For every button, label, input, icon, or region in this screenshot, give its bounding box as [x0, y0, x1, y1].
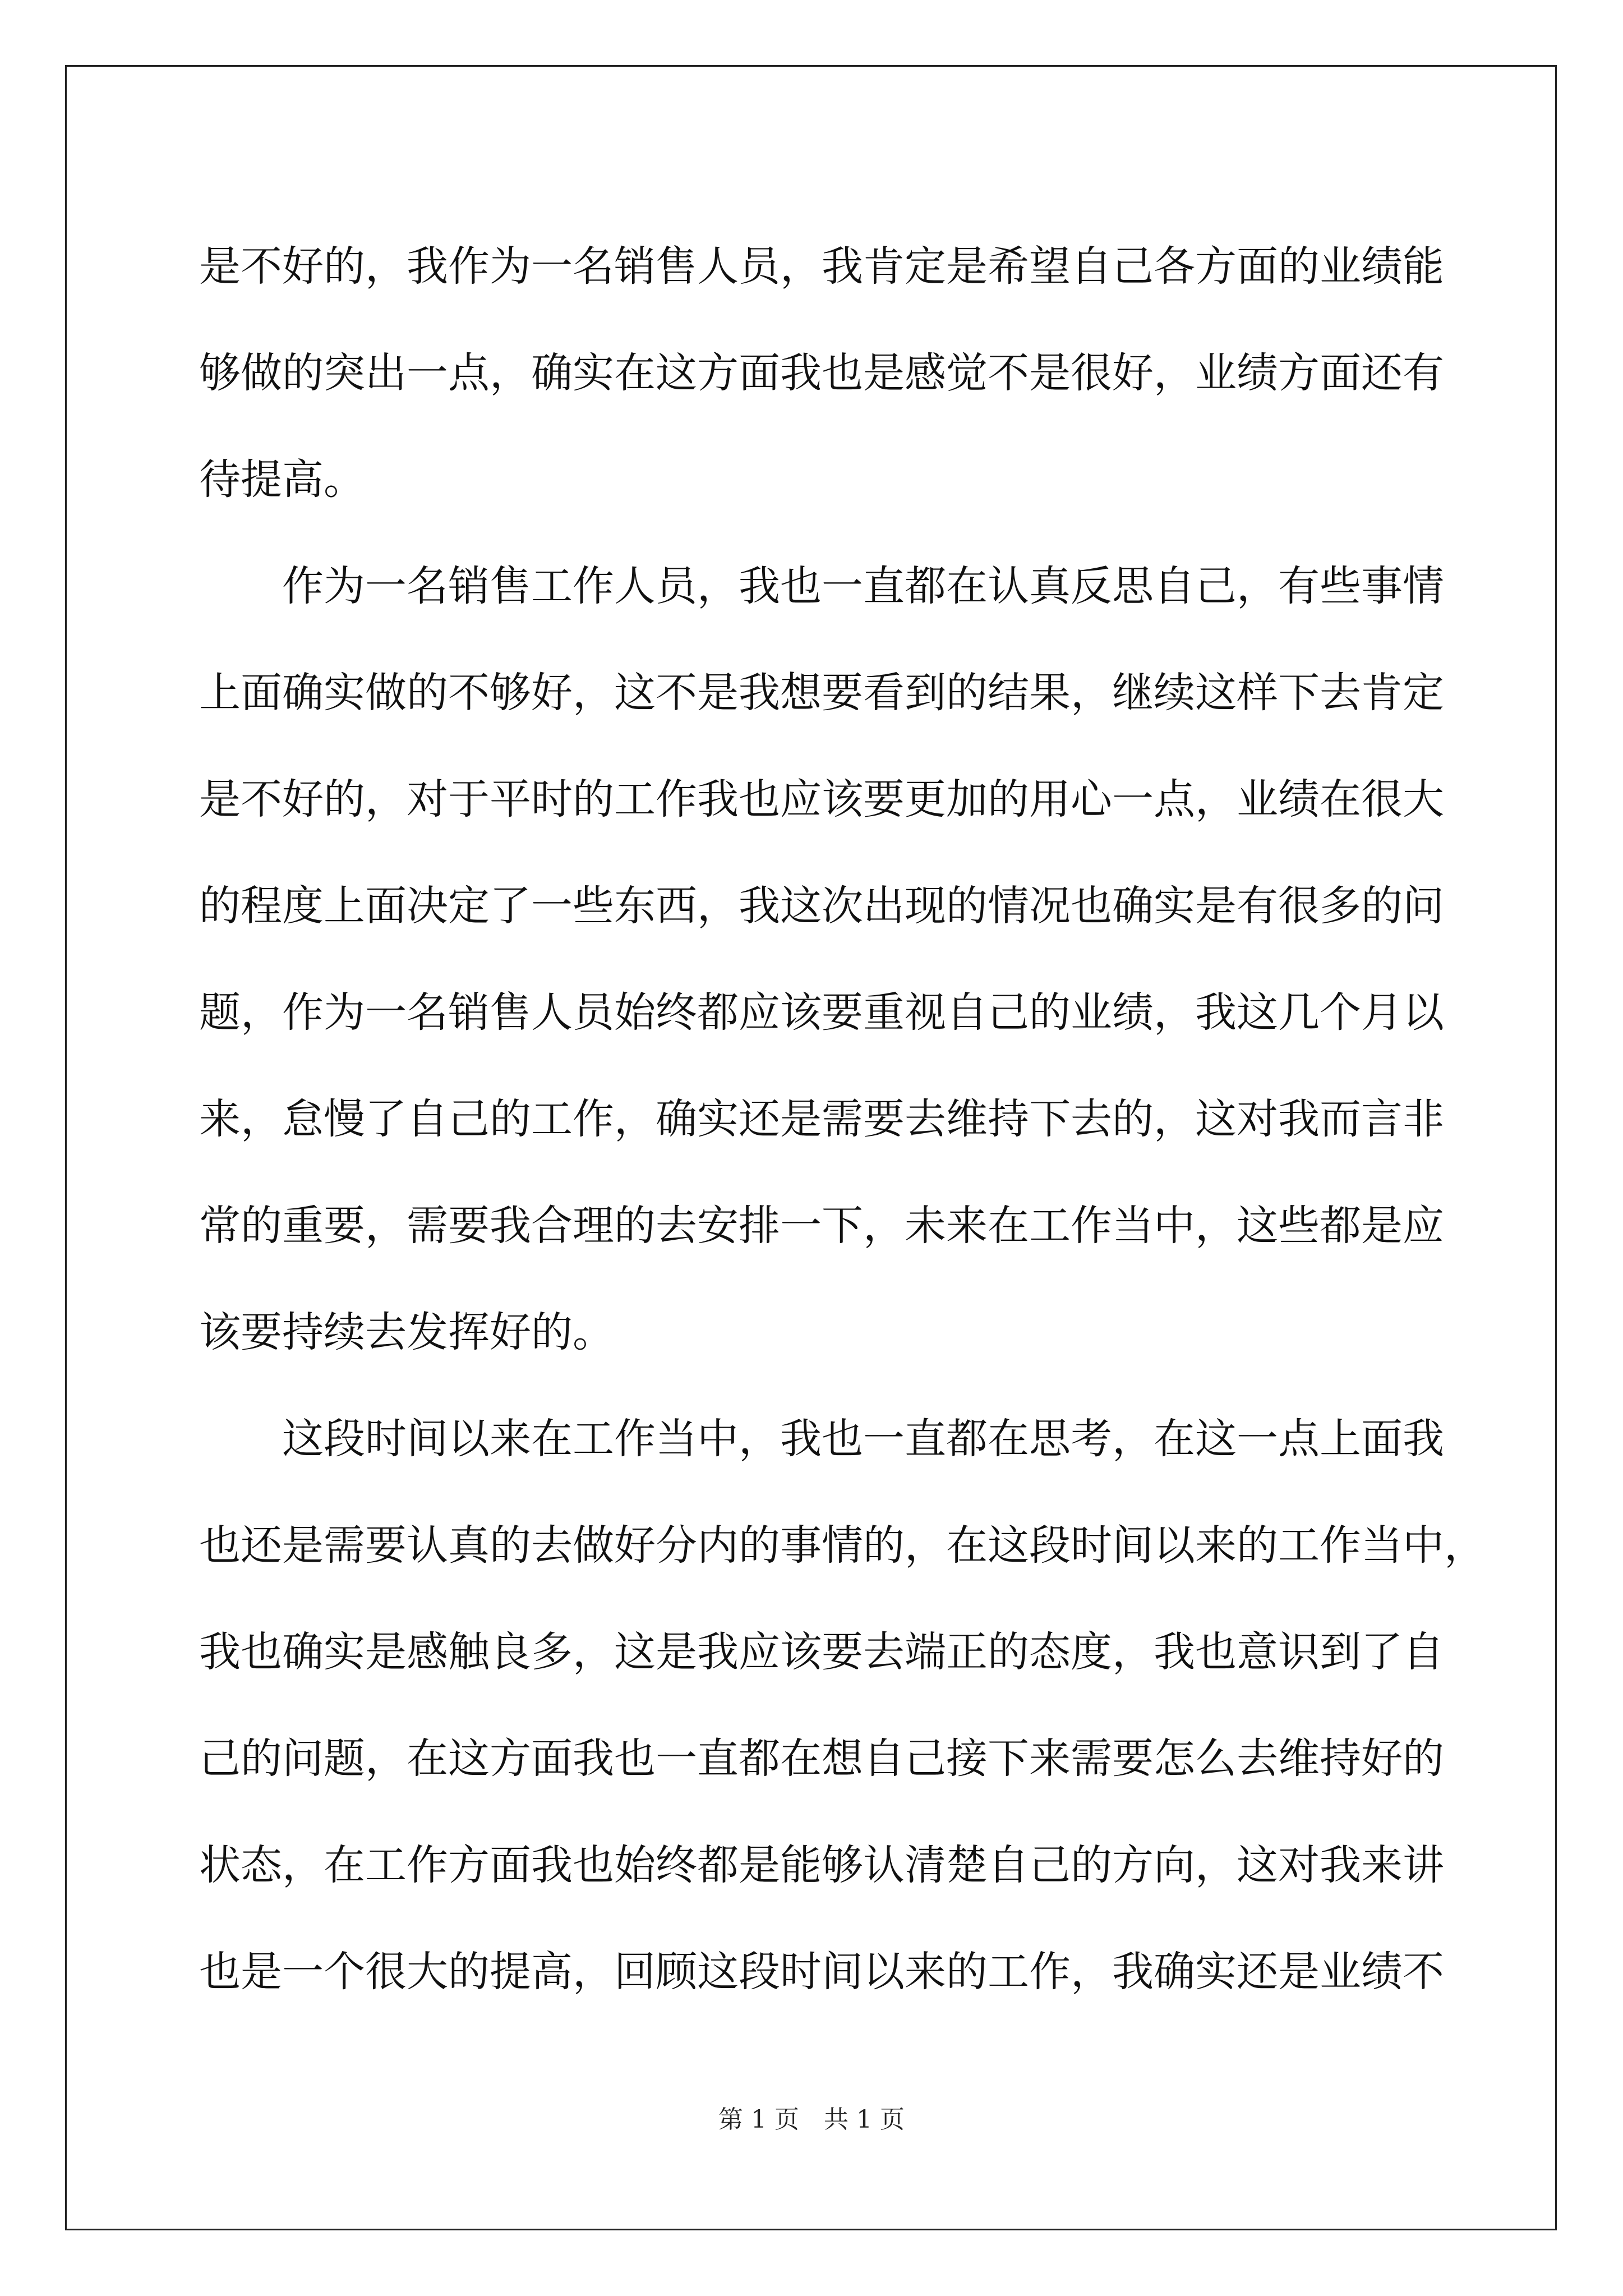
text-line: 是不好的，我作为一名销售人员，我肯定是希望自己各方面的业绩能	[199, 242, 1444, 291]
text-line: 己的问题，在这方面我也一直都在想自己接下来需要怎么去维持好的	[199, 1734, 1444, 1783]
page-footer: 第 1 页 共 1 页	[718, 2105, 905, 2134]
text-line: 待提高。	[199, 455, 365, 504]
text-line: 来，怠慢了自己的工作，确实还是需要去维持下去的，这对我而言非	[199, 1095, 1444, 1143]
text-line: 我也确实是感触良多，这是我应该要去端正的态度，我也意识到了自	[199, 1628, 1444, 1676]
text-line: 常的重要，需要我合理的去安排一下，未来在工作当中，这些都是应	[199, 1202, 1444, 1250]
text-line: 作为一名销售工作人员，我也一直都在认真反思自己，有些事情	[199, 562, 1444, 610]
text-line: 也是一个很大的提高，回顾这段时间以来的工作，我确实还是业绩不	[199, 1948, 1444, 1996]
text-line: 也还是需要认真的去做好分内的事情的，在这段时间以来的工作当中，	[199, 1521, 1486, 1570]
text-line: 够做的突出一点，确实在这方面我也是感觉不是很好，业绩方面还有	[199, 349, 1444, 397]
document-body	[199, 213, 1486, 2025]
text-line: 上面确实做的不够好，这不是我想要看到的结果，继续这样下去肯定	[199, 669, 1444, 717]
text-line: 的程度上面决定了一些东西，我这次出现的情况也确实是有很多的问	[199, 882, 1444, 930]
text-line: 是不好的，对于平时的工作我也应该要更加的用心一点，业绩在很大	[199, 775, 1444, 823]
text-line: 这段时间以来在工作当中，我也一直都在思考，在这一点上面我	[199, 1415, 1444, 1463]
text-line: 题，作为一名销售人员始终都应该要重视自己的业绩，我这几个月以	[199, 988, 1444, 1037]
text-line: 状态，在工作方面我也始终都是能够认清楚自己的方向，这对我来讲	[199, 1841, 1444, 1889]
text-line: 该要持续去发挥好的。	[199, 1308, 614, 1356]
